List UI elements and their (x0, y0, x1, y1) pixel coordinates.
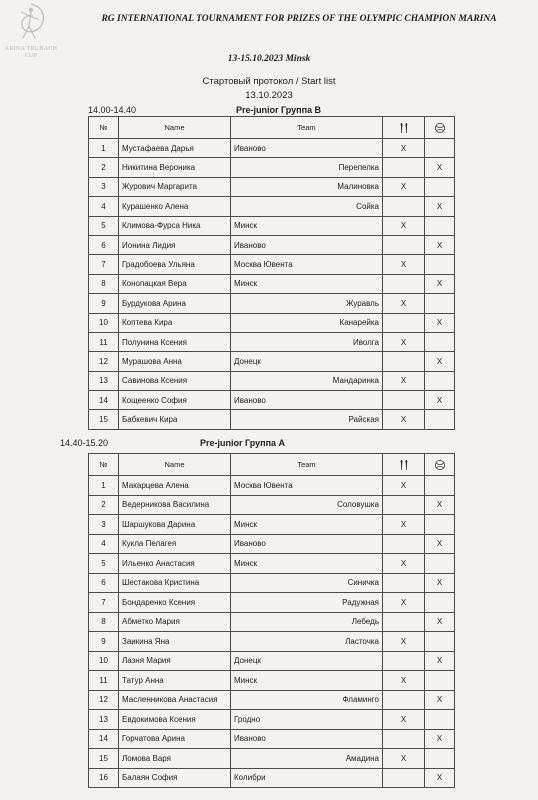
logo-text-cup: CUP (24, 53, 38, 59)
gymnast-name: Шестакова Кристина (119, 573, 231, 593)
table-row (89, 768, 455, 788)
row-number: 14 (89, 391, 119, 410)
clubs-mark: X (383, 139, 425, 158)
clubs-mark (383, 158, 425, 177)
table-row (89, 729, 455, 749)
team-name: Амадина (231, 749, 383, 769)
clubs-mark (383, 690, 425, 710)
ball-mark (425, 255, 455, 274)
group-b-title: Pre-junior Группа В (236, 105, 322, 115)
team-name: Иволга (231, 332, 383, 351)
gymnast-name: Лазня Мария (119, 651, 231, 671)
row-number: 6 (89, 573, 119, 593)
row-number: 9 (89, 294, 119, 313)
group-a-header-row (89, 454, 455, 476)
table-row (89, 515, 455, 535)
table-row (89, 573, 455, 593)
ball-icon (434, 459, 446, 471)
gymnast-name: Мустафаева Дарья (119, 139, 231, 158)
ball-mark (425, 332, 455, 351)
col-num-header: № (89, 117, 119, 139)
team-name: Минск (231, 515, 383, 535)
ball-mark: X (425, 235, 455, 254)
team-name: Радужная (231, 593, 383, 613)
ball-mark: X (425, 391, 455, 410)
col-name-header: Name (119, 117, 231, 139)
table-row (89, 371, 455, 390)
clubs-mark (383, 274, 425, 293)
clubs-mark: X (383, 294, 425, 313)
ball-mark: X (425, 274, 455, 293)
gymnast-name: Балаян София (119, 768, 231, 788)
gymnast-name: Мурашова Анна (119, 352, 231, 371)
table-row (89, 651, 455, 671)
row-number: 15 (89, 410, 119, 429)
col-clubs-header (383, 117, 425, 139)
row-number: 7 (89, 255, 119, 274)
gymnast-name: Кукла Пелагея (119, 534, 231, 554)
ball-mark (425, 177, 455, 196)
gymnast-name: Евдокимова Ксения (119, 710, 231, 730)
ball-mark (425, 476, 455, 496)
row-number: 14 (89, 729, 119, 749)
team-name: Минск (231, 671, 383, 691)
gymnast-name: Полунина Ксения (119, 332, 231, 351)
team-name: Лебедь (231, 612, 383, 632)
table-row (89, 197, 455, 216)
clubs-mark: X (383, 216, 425, 235)
gymnast-name: Бабкевич Кира (119, 410, 231, 429)
team-name: Иваново (231, 235, 383, 254)
table-row (89, 710, 455, 730)
row-number: 6 (89, 235, 119, 254)
gymnast-name: Бурдукова Арина (119, 294, 231, 313)
clubs-mark: X (383, 177, 425, 196)
tournament-title: RG INTERNATIONAL TOURNAMENT FOR PRIZES OF THE OLYMPIC CHAMPION MARINA (101, 14, 497, 24)
gymnast-name: Градобоева Ульяна (119, 255, 231, 274)
gymnast-name: Журович Маргарита (119, 177, 231, 196)
table-row (89, 476, 455, 496)
clubs-mark (383, 768, 425, 788)
gymnast-name: Коптева Кира (119, 313, 231, 332)
group-b-time: 14.00-14.40 (88, 105, 137, 115)
table-row (89, 274, 455, 293)
group-a-table (88, 453, 455, 788)
row-number: 3 (89, 515, 119, 535)
table-row (89, 391, 455, 410)
clubs-mark: X (383, 710, 425, 730)
ball-mark (425, 294, 455, 313)
team-name: Ласточка (231, 632, 383, 652)
table-row (89, 534, 455, 554)
ball-mark: X (425, 651, 455, 671)
clubs-mark: X (383, 255, 425, 274)
ball-mark (425, 371, 455, 390)
clubs-mark (383, 235, 425, 254)
team-name: Журавль (231, 294, 383, 313)
gymnast-name: Макарцева Алена (119, 476, 231, 496)
table-row (89, 612, 455, 632)
clubs-mark (383, 612, 425, 632)
clubs-mark: X (383, 332, 425, 351)
clubs-mark: X (383, 476, 425, 496)
clubs-mark: X (383, 410, 425, 429)
table-row (89, 313, 455, 332)
row-number: 4 (89, 534, 119, 554)
ball-icon (434, 122, 446, 134)
gymnast-name: Климова-Фурса Ника (119, 216, 231, 235)
table-row (89, 158, 455, 177)
team-name: Минск (231, 554, 383, 574)
ball-mark (425, 710, 455, 730)
team-name: Москва Ювента (231, 476, 383, 496)
clubs-mark (383, 391, 425, 410)
team-name: Колибри (231, 768, 383, 788)
gymnast-logo-icon (11, 2, 51, 46)
clubs-mark (383, 352, 425, 371)
col-team-header: Team (231, 454, 383, 476)
team-name: Малиновка (231, 177, 383, 196)
team-name: Гродно (231, 710, 383, 730)
row-number: 8 (89, 612, 119, 632)
col-clubs-header (383, 454, 425, 476)
gymnast-name: Курашенко Алена (119, 197, 231, 216)
table-row (89, 235, 455, 254)
row-number: 16 (89, 768, 119, 788)
ball-mark: X (425, 197, 455, 216)
row-number: 12 (89, 352, 119, 371)
gymnast-name: Масленникова Анастасия (119, 690, 231, 710)
gymnast-name: Горчатова Арина (119, 729, 231, 749)
team-name: Фламинго (231, 690, 383, 710)
clubs-icon (399, 122, 409, 134)
clubs-mark (383, 729, 425, 749)
clubs-mark: X (383, 371, 425, 390)
gymnast-name: Заикина Яна (119, 632, 231, 652)
team-name: Донецк (231, 651, 383, 671)
table-row (89, 352, 455, 371)
col-ball-header (425, 117, 455, 139)
row-number: 5 (89, 216, 119, 235)
ball-mark (425, 515, 455, 535)
table-row (89, 495, 455, 515)
ball-mark: X (425, 158, 455, 177)
start-list-title: Стартовый протокол / Start list (202, 76, 336, 87)
clubs-mark (383, 495, 425, 515)
row-number: 13 (89, 710, 119, 730)
row-number: 5 (89, 554, 119, 574)
group-b-header-row (89, 117, 455, 139)
team-name: Райская (231, 410, 383, 429)
gymnast-name: Ионина Лидия (119, 235, 231, 254)
ball-mark: X (425, 768, 455, 788)
row-number: 8 (89, 274, 119, 293)
gymnast-name: Бондаренко Ксения (119, 593, 231, 613)
row-number: 3 (89, 177, 119, 196)
team-name: Сойка (231, 197, 383, 216)
ball-mark (425, 593, 455, 613)
team-name: Перепелка (231, 158, 383, 177)
gymnast-name: Ведерникова Василина (119, 495, 231, 515)
gymnast-name: Ильенко Анастасия (119, 554, 231, 574)
gymnast-name: Шаршукова Дарина (119, 515, 231, 535)
gymnast-name: Ломова Варя (119, 749, 231, 769)
table-row (89, 216, 455, 235)
gymnast-name: Татур Анна (119, 671, 231, 691)
row-number: 9 (89, 632, 119, 652)
ball-mark: X (425, 313, 455, 332)
table-row (89, 139, 455, 158)
ball-mark: X (425, 729, 455, 749)
row-number: 10 (89, 313, 119, 332)
row-number: 1 (89, 476, 119, 496)
row-number: 11 (89, 671, 119, 691)
ball-mark (425, 632, 455, 652)
row-number: 2 (89, 158, 119, 177)
team-name: Минск (231, 274, 383, 293)
ball-mark (425, 554, 455, 574)
col-name-header: Name (119, 454, 231, 476)
team-name: Мандаринка (231, 371, 383, 390)
row-number: 2 (89, 495, 119, 515)
row-number: 10 (89, 651, 119, 671)
clubs-mark: X (383, 749, 425, 769)
ball-mark: X (425, 352, 455, 371)
clubs-mark: X (383, 671, 425, 691)
row-number: 11 (89, 332, 119, 351)
clubs-mark (383, 313, 425, 332)
clubs-mark (383, 534, 425, 554)
group-b-table (88, 116, 455, 430)
team-name: Донецк (231, 352, 383, 371)
team-name: Иваново (231, 729, 383, 749)
team-name: Соловушка (231, 495, 383, 515)
row-number: 15 (89, 749, 119, 769)
team-name: Иваново (231, 534, 383, 554)
table-row (89, 554, 455, 574)
table-row (89, 690, 455, 710)
team-name: Иваново (231, 139, 383, 158)
team-name: Москва Ювента (231, 255, 383, 274)
clubs-mark: X (383, 632, 425, 652)
table-row (89, 177, 455, 196)
row-number: 4 (89, 197, 119, 216)
tournament-dates: 13-15.10.2023 Minsk (227, 54, 311, 64)
ball-mark (425, 410, 455, 429)
logo-text: ARINA TRUBACH (4, 46, 58, 52)
ball-mark (425, 216, 455, 235)
group-a-title: Pre-junior Группа А (200, 438, 286, 448)
competition-date: 13.10.2023 (245, 90, 293, 101)
col-team-header: Team (231, 117, 383, 139)
ball-mark (425, 749, 455, 769)
ball-mark: X (425, 690, 455, 710)
clubs-mark: X (383, 515, 425, 535)
gymnast-name: Савинова Ксения (119, 371, 231, 390)
gymnast-name: Абметко Мария (119, 612, 231, 632)
clubs-mark: X (383, 554, 425, 574)
clubs-mark (383, 651, 425, 671)
gymnast-name: Конопацкая Вера (119, 274, 231, 293)
team-name: Синичка (231, 573, 383, 593)
table-row (89, 632, 455, 652)
team-name: Минск (231, 216, 383, 235)
row-number: 13 (89, 371, 119, 390)
clubs-icon (399, 459, 409, 471)
ball-mark: X (425, 534, 455, 554)
team-name: Иваново (231, 391, 383, 410)
row-number: 12 (89, 690, 119, 710)
ball-mark: X (425, 495, 455, 515)
ball-mark (425, 139, 455, 158)
clubs-mark (383, 197, 425, 216)
gymnast-name: Кощеенко София (119, 391, 231, 410)
table-row (89, 671, 455, 691)
table-row (89, 332, 455, 351)
clubs-mark (383, 573, 425, 593)
ball-mark: X (425, 573, 455, 593)
row-number: 1 (89, 139, 119, 158)
ball-mark: X (425, 612, 455, 632)
gymnast-name: Никитина Вероника (119, 158, 231, 177)
table-row (89, 749, 455, 769)
ball-mark (425, 671, 455, 691)
col-num-header: № (89, 454, 119, 476)
group-a-time: 14.40-15.20 (60, 438, 109, 448)
table-row (89, 294, 455, 313)
clubs-mark: X (383, 593, 425, 613)
row-number: 7 (89, 593, 119, 613)
team-name: Канарейка (231, 313, 383, 332)
table-row (89, 410, 455, 429)
col-ball-header (425, 454, 455, 476)
table-row (89, 255, 455, 274)
table-row (89, 593, 455, 613)
